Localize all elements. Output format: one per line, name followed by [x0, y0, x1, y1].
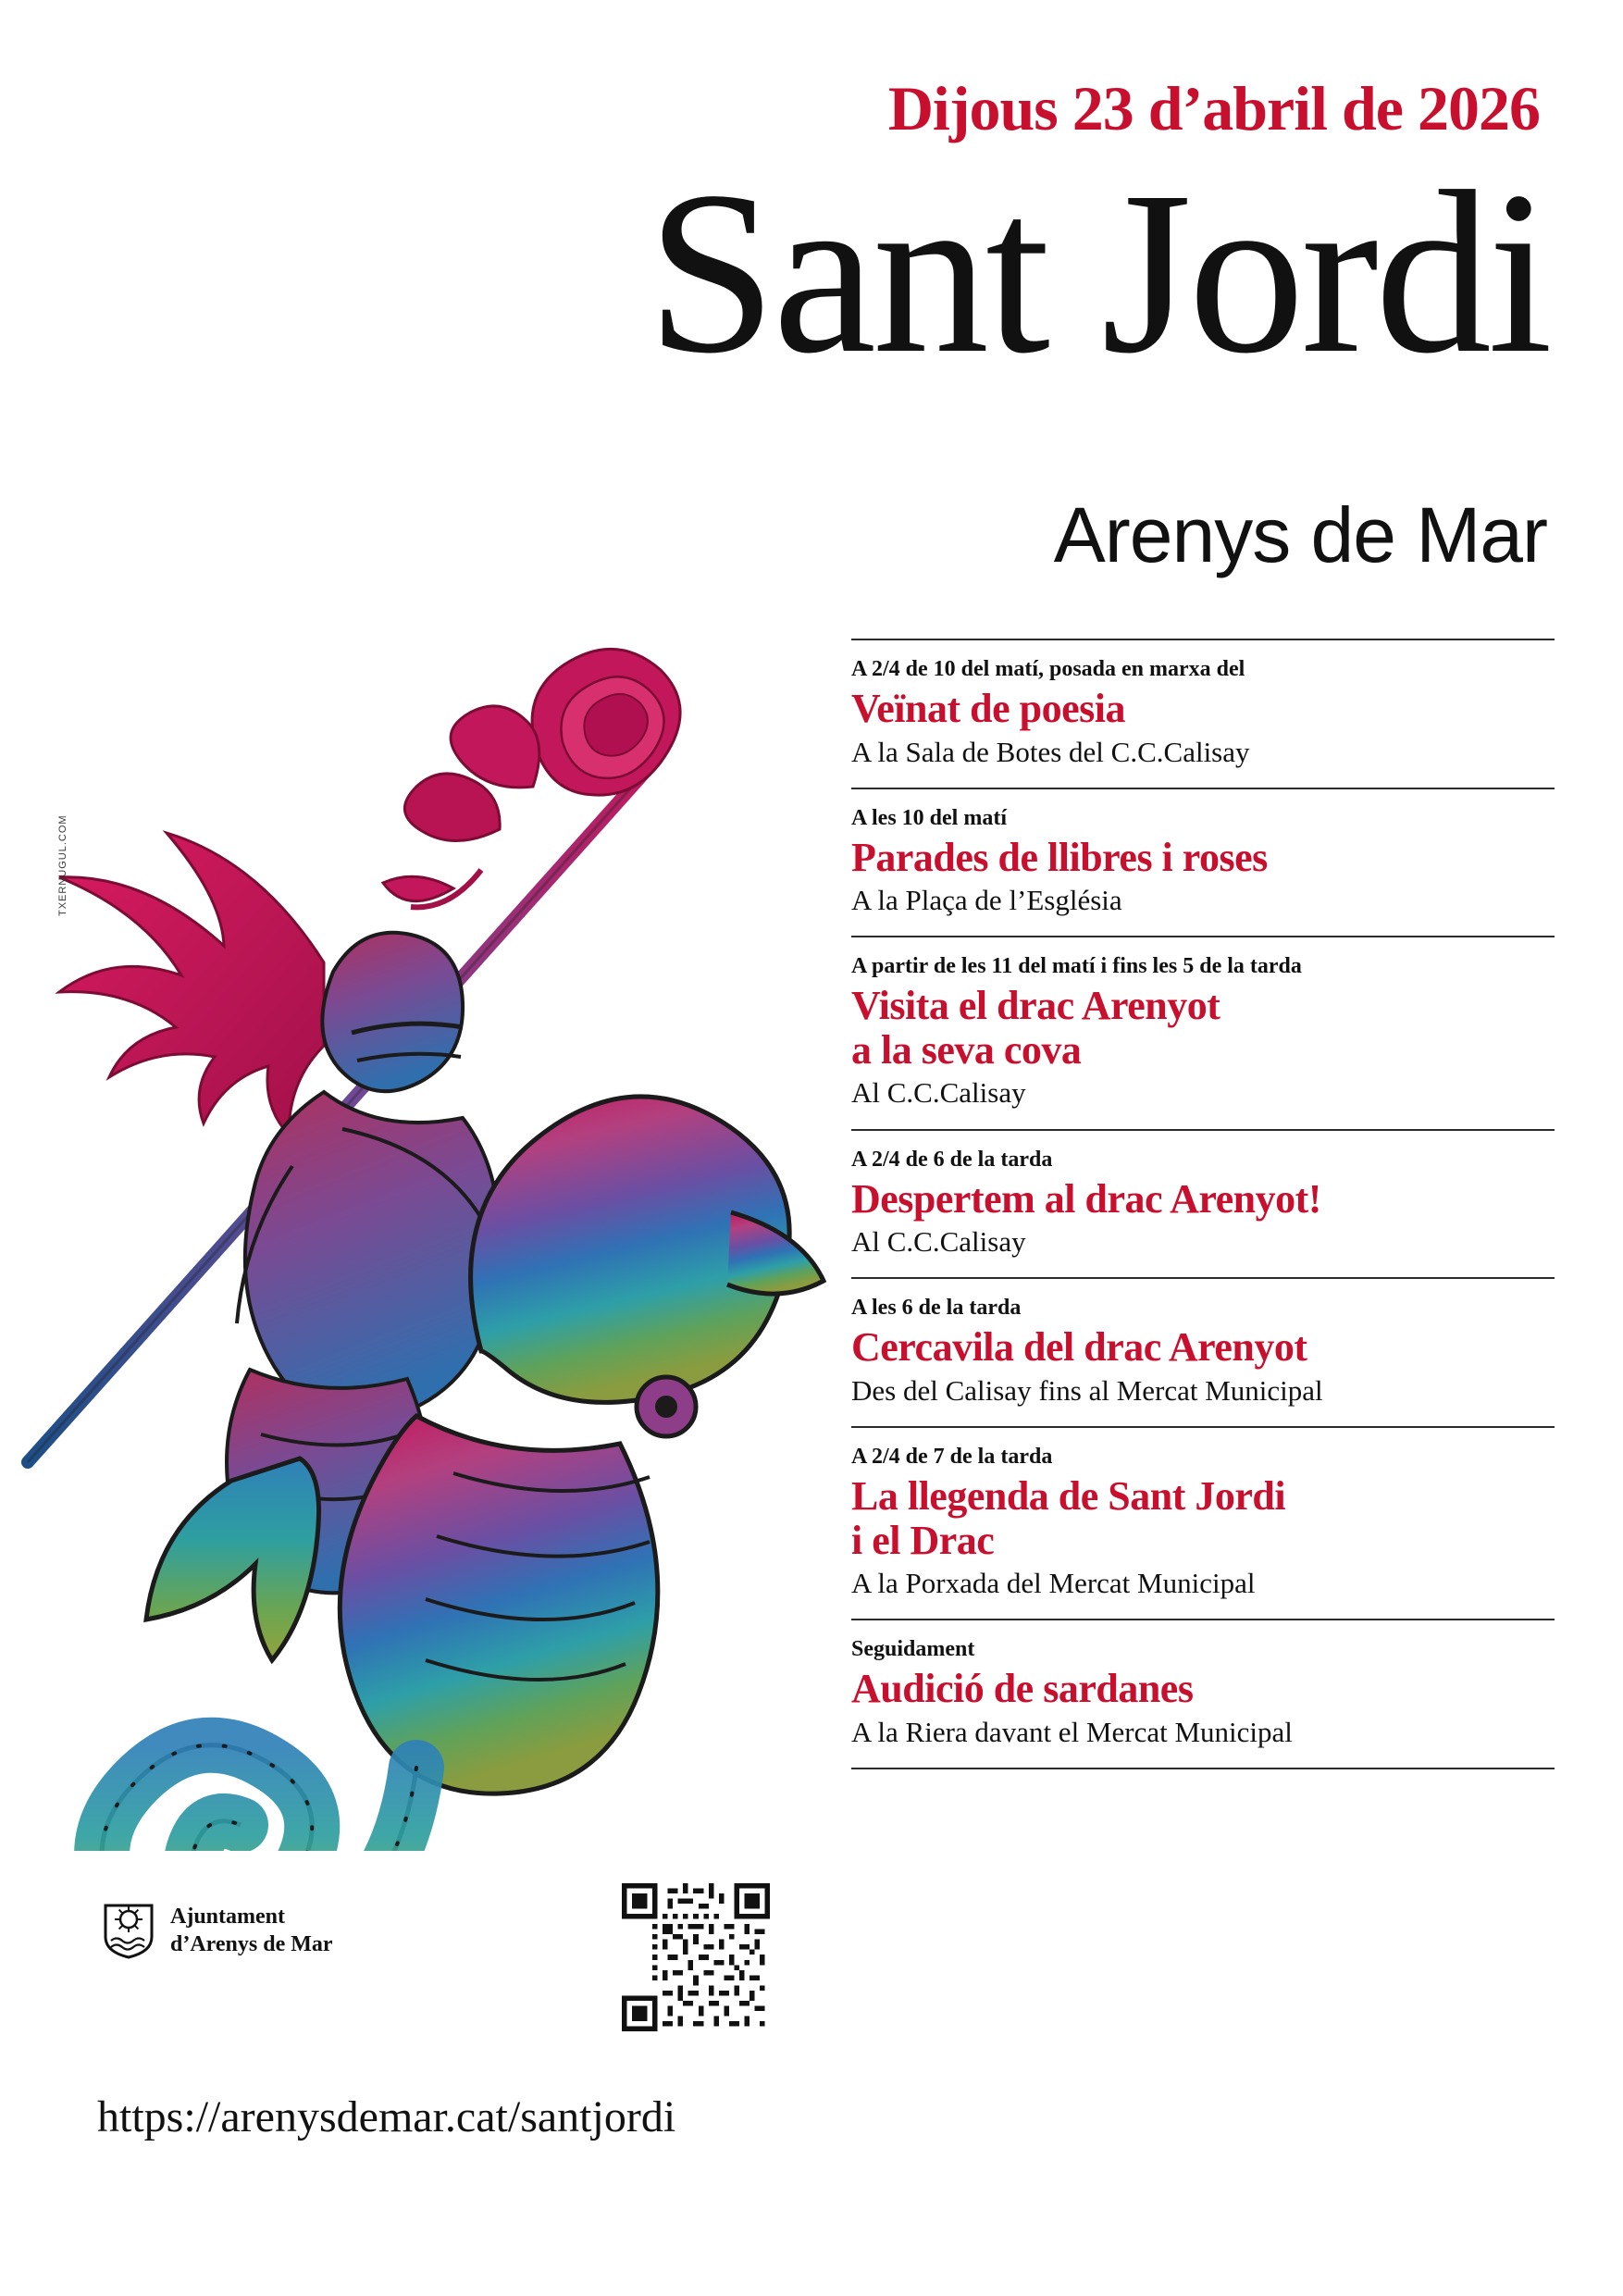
- item-title: Parades de llibres i roses: [851, 834, 1268, 880]
- list-item: [851, 1277, 1555, 1426]
- item-time: A partir de les 11 del matí i fins les 5 de la tarda: [851, 954, 1302, 979]
- list-item: [851, 1129, 1555, 1278]
- item-place: A la Porxada del Mercat Municipal: [851, 1567, 1256, 1600]
- item-place: Al C.C.Calisay: [851, 1076, 1026, 1110]
- item-place: A la Plaça de l’Església: [851, 884, 1122, 917]
- item-time: A 2/4 de 6 de la tarda: [851, 1147, 1053, 1172]
- list-item: [851, 639, 1555, 788]
- illustration-credit: TXERNUGUL.COM: [57, 814, 68, 916]
- item-time: A les 10 del matí: [851, 805, 1007, 830]
- poster-subtitle: Arenys de Mar: [1053, 491, 1547, 578]
- item-title: Visita el drac Arenyot a la seva cova: [851, 983, 1220, 1073]
- rose-shape: [383, 649, 680, 907]
- program-list: [851, 639, 1555, 1769]
- item-place: A la Sala de Botes del C.C.Calisay: [851, 735, 1250, 768]
- item-title: Veïnat de poesia: [851, 686, 1125, 731]
- org-line-2: d’Arenys de Mar: [170, 1932, 333, 1956]
- poster-date: Dijous 23 d’abril de 2026: [887, 73, 1540, 143]
- helmet-plume-shape: [59, 833, 324, 1135]
- town-council-logo: [102, 1902, 333, 1959]
- item-place: Des del Calisay fins al Mercat Municipal: [851, 1373, 1323, 1407]
- qr-code[interactable]: [622, 1883, 770, 2031]
- item-title: La llegenda de Sant Jordi i el Drac: [851, 1473, 1286, 1563]
- coat-of-arms-icon: [102, 1902, 155, 1959]
- item-place: Al C.C.Calisay: [851, 1225, 1026, 1259]
- item-time: A les 6 de la tarda: [851, 1296, 1022, 1321]
- org-line-1: Ajuntament: [170, 1905, 285, 1929]
- page-title: Sant Jordi: [646, 143, 1549, 402]
- item-title: Audició de sardanes: [851, 1666, 1194, 1712]
- list-item: [851, 1426, 1555, 1619]
- knight-on-seahorse-illustration: [19, 481, 851, 1851]
- town-council-name: [170, 1903, 333, 1958]
- list-item: [851, 936, 1555, 1128]
- item-title: Despertem al drac Arenyot!: [851, 1175, 1321, 1222]
- website-url[interactable]: https://arenysdemar.cat/santjordi: [97, 2092, 676, 2141]
- item-time: A 2/4 de 10 del matí, posada en marxa del: [851, 657, 1245, 681]
- item-place: A la Riera davant el Mercat Municipal: [851, 1715, 1293, 1748]
- item-time: Seguidament: [851, 1637, 975, 1662]
- list-item: [851, 1619, 1555, 1769]
- item-title: Cercavila del drac Arenyot: [851, 1324, 1307, 1371]
- list-item: [851, 788, 1555, 937]
- item-time: A 2/4 de 7 de la tarda: [851, 1445, 1053, 1470]
